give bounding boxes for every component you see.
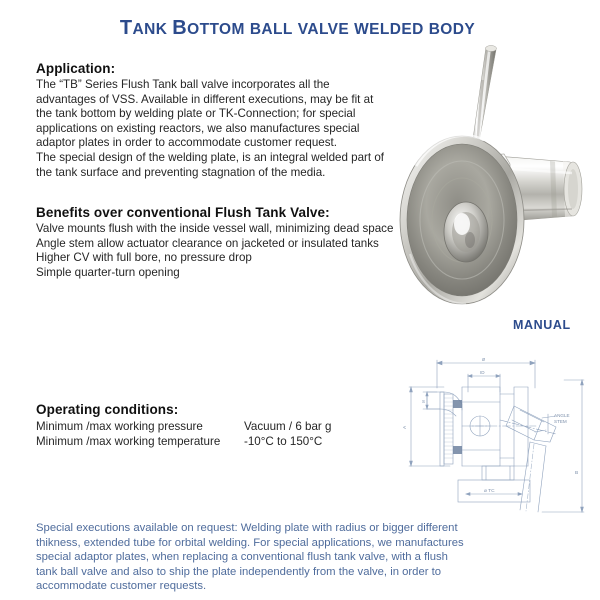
operating-label: Minimum /max working temperature: [36, 435, 221, 448]
dimension-outer-diameter: [437, 360, 535, 388]
benefits-line: Angle stem allow actuator clearance on jacketed or insulated tanks: [36, 236, 379, 250]
dimension-thickness-s: [423, 392, 440, 409]
title-word-ball: BALL: [249, 21, 293, 38]
operating-value: -10°C to 150°C: [244, 435, 323, 448]
title-word-bottom: [172, 17, 245, 39]
operating-conditions-heading: Operating conditions:: [36, 402, 179, 417]
title-rest-ank: ANK: [132, 21, 168, 38]
page-title: [0, 17, 600, 40]
angle-stem-label-line2: STEM: [554, 419, 567, 424]
dimension-label-s: S: [422, 399, 425, 404]
title-rest-ottom: OTTOM: [187, 21, 245, 38]
valve-body-section: [453, 387, 528, 466]
dimension-label-id: ID: [480, 370, 485, 375]
title-word-body: BODY: [428, 21, 476, 38]
operating-row: [36, 434, 396, 449]
dimension-label-b: B: [575, 471, 579, 476]
dimension-label-od: ø: [482, 357, 486, 363]
title-cap-b: B: [172, 17, 188, 39]
application-section: [36, 61, 386, 180]
benefits-heading: Benefits over conventional Flush Tank Valve:: [36, 205, 330, 220]
angle-stem-leader: [535, 414, 556, 434]
valve-flange-section: [440, 392, 453, 466]
title-word-valve: VALVE: [297, 21, 350, 38]
operating-label: Minimum /max working pressure: [36, 420, 203, 433]
application-heading: Application:: [36, 61, 116, 76]
benefits-section: [36, 205, 396, 280]
angle-stem-label-line1: ANGLE: [554, 413, 570, 418]
application-paragraph-2: The special design of the welding plate, is an integral welded part of the tank surface and preventing stagnation of the media.: [36, 150, 385, 179]
valve-front-flange: [400, 135, 524, 304]
title-word-welded: WELDED: [354, 21, 424, 38]
title-cap-t: T: [119, 17, 133, 39]
benefits-line: Higher CV with full bore, no pressure drop: [36, 251, 252, 265]
outlet-ferrule-section: [482, 466, 514, 480]
operating-row: [36, 419, 396, 434]
product-photo: [392, 40, 600, 318]
application-paragraph-1: The “TB” Series Flush Tank ball valve incorporates all the advantages of VSS. Available in different executions, may be fit at the tank bottom by welding plate or TK-Connection; for special applications on existing reactors, we also manufactures special adaptor plates in order to accommodate customer request.: [36, 78, 374, 150]
operating-value: Vacuum / 6 bar g: [244, 420, 332, 433]
title-word-tank: [119, 17, 168, 39]
benefits-line: Simple quarter-turn opening: [36, 265, 180, 279]
dimension-label-tc: ø TC: [484, 489, 495, 494]
operating-conditions-section: [36, 402, 396, 449]
dimension-label-a: A: [403, 425, 408, 429]
benefits-line: Valve mounts flush with the inside vessel wall, minimizing dead space: [36, 222, 394, 235]
manual-caption: MANUAL: [513, 318, 571, 332]
dimension-height-b: [542, 380, 584, 512]
dimension-inner-diameter: [468, 374, 500, 392]
special-executions-note: Special executions available on request: Welding plate with radius or bigger different thikness, extended tube for orbital welding. For special applications, we manufactures special adaptor plates, when replacing a conventional flush tank valve, with a flush tank ball valve and also to ship the plate independently from the valve, in order to accommodate customer requests.: [36, 522, 464, 593]
technical-drawing: [396, 354, 600, 516]
